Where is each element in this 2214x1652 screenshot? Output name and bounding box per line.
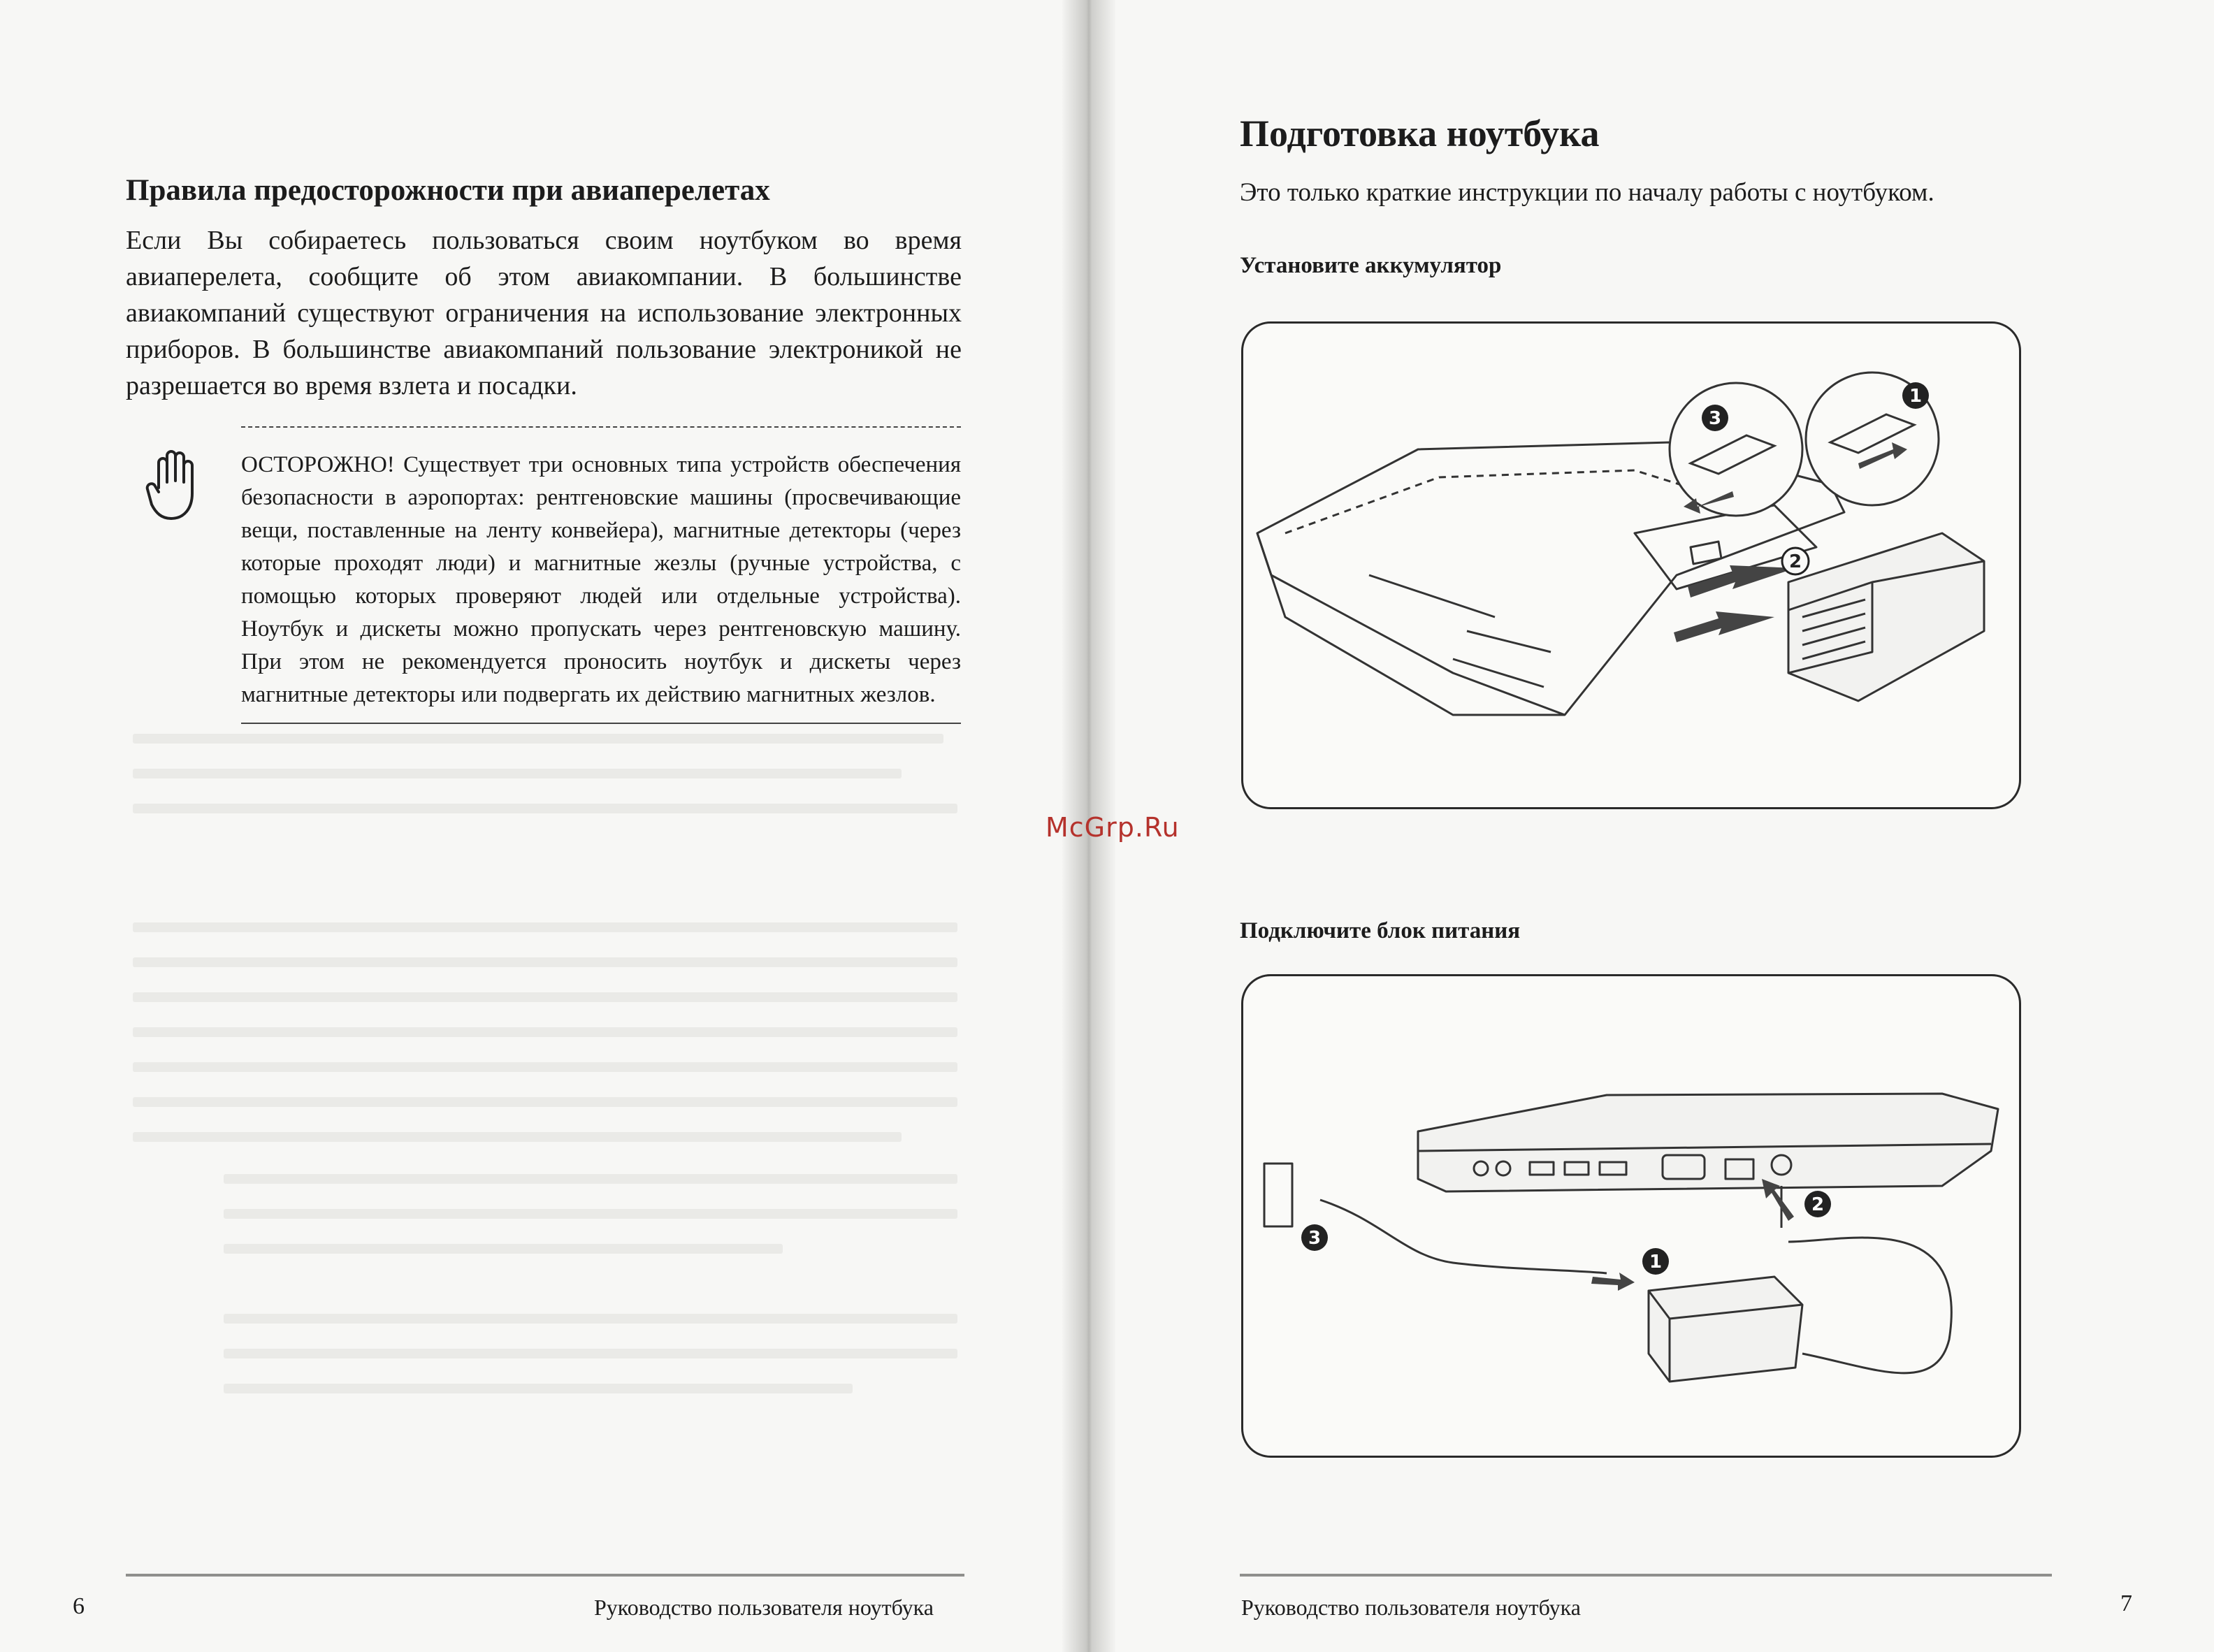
watermark: McGrp.Ru xyxy=(1046,812,1180,843)
power-cord xyxy=(1320,1200,1607,1273)
bleed-through xyxy=(224,1384,853,1393)
battery-illustration-svg xyxy=(1243,324,2019,807)
battery-pack xyxy=(1788,533,1984,701)
bleed-through xyxy=(224,1349,957,1358)
caution-text: ОСТОРОЖНО! Существует три основных типа устройств обеспечения безопасности в аэропортах: рентгеновские машины (просвечивающие вещи, поставленные на ленту конвейера), магнитные детекторы (через которые проходят люди) и магнитные жезлы (ручные устройства, с помощью которых проверяют людей или отдельные устройства). Ноутбук и дискеты можно пропускать через рентгеновскую машину. При этом не рекомендуется проносить ноутбук и дискеты через магнитные детекторы или подвергать их действию магнитных жезлов. xyxy=(241,452,961,707)
body-paragraph: Если Вы собираетесь пользоваться своим ноутбуком во время авиаперелета, сообщите об этом авиакомпании. В большинстве авиакомпаний существуют ограничения на использование электронных приборов. В большинстве авиакомпаний пользование электроникой не разрешается во время взлета и посадки. xyxy=(126,226,962,400)
page-title: Подготовка ноутбука xyxy=(1240,113,1600,154)
section-heading: Правила предосторожности при авиаперелетах xyxy=(126,174,770,207)
bleed-through xyxy=(133,1132,902,1142)
laptop-edge xyxy=(1257,533,1565,715)
adapter-illustration-svg xyxy=(1243,976,2019,1456)
bleed-through xyxy=(133,734,943,744)
adapter-brick xyxy=(1649,1277,1802,1382)
lock-detail-3 xyxy=(1670,383,1802,516)
marker-2: 2 xyxy=(1788,551,1802,572)
bleed-through xyxy=(133,769,902,778)
marker-group xyxy=(1301,1191,1831,1275)
footer-rule xyxy=(126,1574,964,1577)
marker-3: 3 xyxy=(1308,1228,1322,1249)
bleed-through xyxy=(133,804,957,813)
plug-arrow xyxy=(1591,1273,1635,1291)
battery-install-illustration xyxy=(1241,321,2021,809)
power-adapter-illustration xyxy=(1241,974,2021,1458)
footer-title: Руководство пользователя ноутбука xyxy=(594,1595,934,1620)
bleed-through xyxy=(224,1174,957,1184)
section-title-battery: Установите аккумулятор xyxy=(1240,253,1502,278)
footer-rule xyxy=(1240,1574,2052,1577)
page-number: 7 xyxy=(2120,1591,2132,1616)
bleed-through xyxy=(133,1062,957,1072)
wall-outlet xyxy=(1264,1164,1292,1226)
marker-2: 2 xyxy=(1811,1194,1825,1215)
marker-1: 1 xyxy=(1649,1252,1663,1273)
bleed-through xyxy=(133,957,957,967)
insert-arrow xyxy=(1674,611,1774,642)
bleed-through xyxy=(133,992,957,1002)
laptop-side xyxy=(1418,1094,1998,1191)
caution-box xyxy=(241,426,961,724)
hand-stop-icon xyxy=(143,447,206,524)
dc-cable xyxy=(1788,1238,1951,1373)
bleed-through xyxy=(133,1027,957,1037)
marker-1: 1 xyxy=(1909,386,1923,407)
section-title-adapter: Подключите блок питания xyxy=(1240,918,1521,943)
left-page xyxy=(0,0,1082,1652)
intro-text: Это только краткие инструкции по началу работы с ноутбуком. xyxy=(1240,178,1934,207)
footer-title: Руководство пользователя ноутбука xyxy=(1241,1595,1581,1620)
page-number: 6 xyxy=(73,1593,85,1619)
marker-3: 3 xyxy=(1708,408,1722,429)
bleed-through xyxy=(133,1097,957,1107)
bleed-through xyxy=(133,922,957,932)
bleed-through xyxy=(224,1314,957,1324)
bleed-through xyxy=(224,1244,783,1254)
insert-arrow xyxy=(1688,565,1795,597)
bleed-through xyxy=(224,1209,957,1219)
